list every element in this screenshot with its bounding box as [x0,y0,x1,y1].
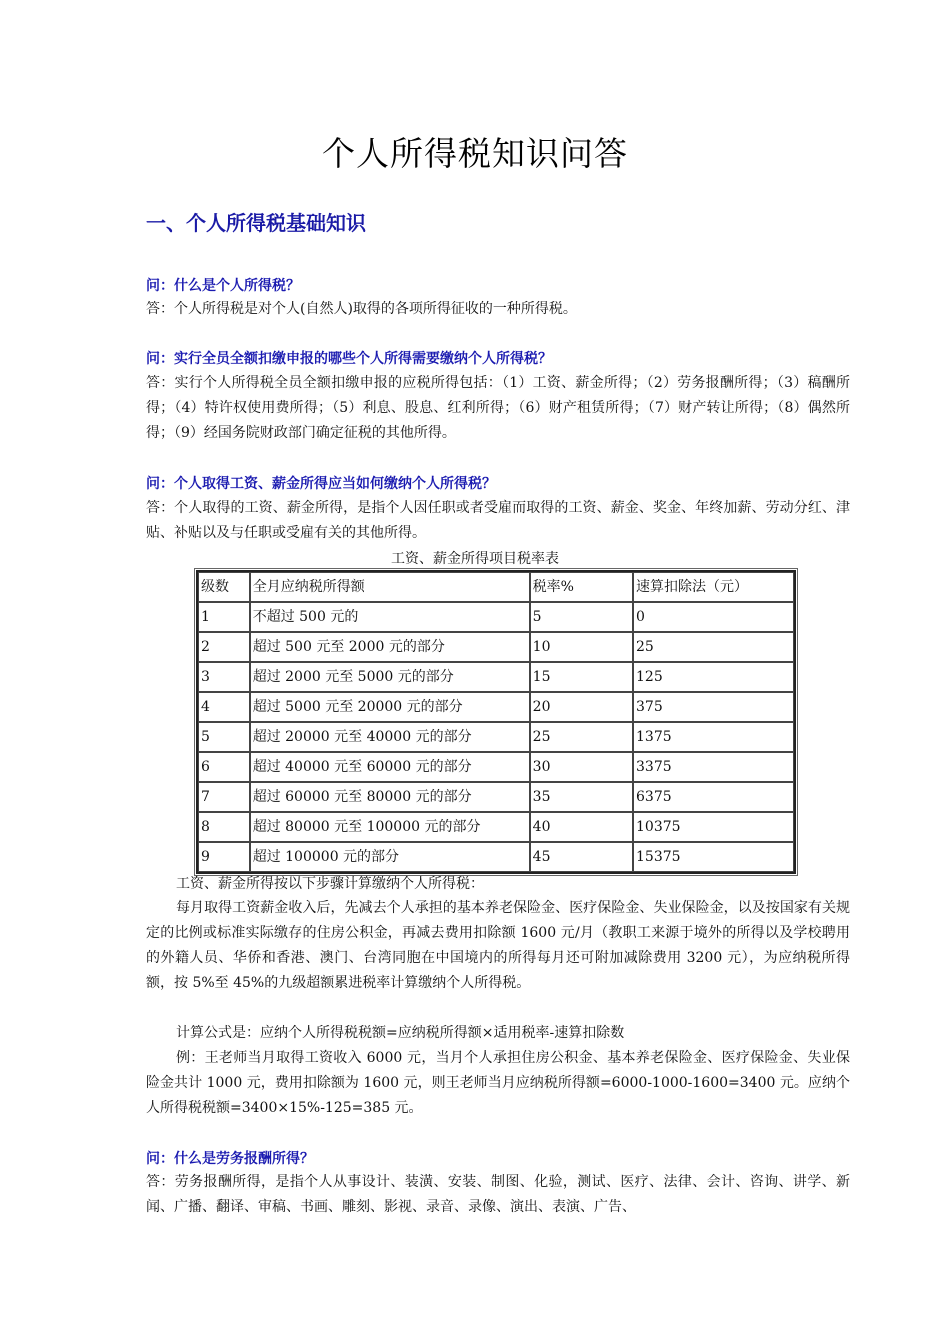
cell-rate: 30 [530,752,633,782]
answer-2: 答：实行个人所得税全员全额扣缴申报的应税所得包括：（1）工资、薪金所得；（2）劳务报酬所得；（3）稿酬所得；（4）特许权使用费所得；（5）利息、股息、红利所得；（6）财产租赁所得；（7）财产转让所得；（8）偶然所得；（9）经国务院财政部门确定征税的其他所得。 [146,375,850,441]
cell-level: 4 [198,692,250,722]
cell-rate: 5 [530,602,633,632]
cell-level: 5 [198,722,250,752]
cell-income: 不超过 500 元的 [250,602,530,632]
cell-level: 2 [198,632,250,662]
cell-income: 超过 100000 元的部分 [250,842,530,872]
cell-deduction: 25 [633,632,794,662]
table-caption: 工资、薪金所得项目税率表 [391,551,559,567]
answer-4: 答：劳务报酬所得，是指个人从事设计、装潢、安装、制图、化验，测试、医疗、法律、会计、咨询、讲学、新闻、广播、翻译、审稿、书画、雕刻、影视、录音、录像、演出、表演、广告、 [146,1174,850,1215]
cell-income: 超过 40000 元至 60000 元的部分 [250,752,530,782]
table-row [198,632,794,662]
steps-intro: 工资、薪金所得按以下步骤计算缴纳个人所得税： [176,876,484,892]
formula: 计算公式是：应纳个人所得税税额=应纳税所得额×适用税率-速算扣除数 [176,1025,625,1041]
cell-rate: 40 [530,812,633,842]
question-3: 问：个人取得工资、薪金所得应当如何缴纳个人所得税？ [146,476,496,492]
header-rate: 税率% [530,572,633,602]
cell-level: 7 [198,782,250,812]
cell-rate: 25 [530,722,633,752]
steps-body: 每月取得工资薪金收入后，先减去个人承担的基本养老保险金、医疗保险金、失业保险金，以及按国家有关规定的比例或标准实际缴存的住房公积金，再减去费用扣除额 1600 元/月（教职工来源于境外的所得以及学校聘用的外籍人员、华侨和香港、澳门、台湾同胞在中国境内的所得每月还可附加减除费用 3200 元），为应纳税所得额，按 5%至 45%的九级超额累进税率计算缴纳个人所得税。 [146,900,850,991]
header-taxable-income: 全月应纳税所得额 [250,572,530,602]
cell-rate: 45 [530,842,633,872]
cell-rate: 35 [530,782,633,812]
section-heading: 一、个人所得税基础知识 [146,211,366,235]
cell-income: 超过 20000 元至 40000 元的部分 [250,722,530,752]
header-deduction: 速算扣除法（元） [633,572,794,602]
table-row [198,842,794,872]
cell-deduction: 3375 [633,752,794,782]
cell-deduction: 0 [633,602,794,632]
document-title: 个人所得税知识问答 [322,134,628,173]
cell-level: 6 [198,752,250,782]
cell-deduction: 375 [633,692,794,722]
table-row [198,662,794,692]
cell-income: 超过 2000 元至 5000 元的部分 [250,662,530,692]
example: 例：王老师当月取得工资收入 6000 元，当月个人承担住房公积金、基本养老保险金、医疗保险金、失业保险金共计 1000 元，费用扣除额为 1600 元，则王老师当月应纳税所得额=6000-1000-1600=3400 元。应纳个人所得税税额=3400×15%-125=385 元。 [146,1050,850,1116]
table-row [198,602,794,632]
header-level: 级数 [198,572,250,602]
cell-level: 9 [198,842,250,872]
table-row [198,692,794,722]
cell-level: 3 [198,662,250,692]
cell-deduction: 6375 [633,782,794,812]
table-row [198,782,794,812]
answer-1: 答：个人所得税是对个人(自然人)取得的各项所得征收的一种所得税。 [146,301,577,317]
cell-rate: 20 [530,692,633,722]
cell-income: 超过 60000 元至 80000 元的部分 [250,782,530,812]
cell-rate: 15 [530,662,633,692]
cell-level: 1 [198,602,250,632]
cell-deduction: 1375 [633,722,794,752]
table-row [198,752,794,782]
table-row [198,812,794,842]
answer-3: 答：个人取得的工资、薪金所得，是指个人因任职或者受雇而取得的工资、薪金、奖金、年终加薪、劳动分红、津贴、补贴以及与任职或受雇有关的其他所得。 [146,500,850,541]
question-2: 问：实行全员全额扣缴申报的哪些个人所得需要缴纳个人所得税？ [146,351,552,367]
cell-level: 8 [198,812,250,842]
tax-rate-table [196,570,796,874]
cell-deduction: 15375 [633,842,794,872]
cell-rate: 10 [530,632,633,662]
question-4: 问：什么是劳务报酬所得？ [146,1151,314,1167]
question-1: 问：什么是个人所得税？ [146,278,300,294]
table-header-row [198,572,794,602]
cell-income: 超过 5000 元至 20000 元的部分 [250,692,530,722]
table-row [198,722,794,752]
cell-income: 超过 80000 元至 100000 元的部分 [250,812,530,842]
cell-income: 超过 500 元至 2000 元的部分 [250,632,530,662]
cell-deduction: 10375 [633,812,794,842]
cell-deduction: 125 [633,662,794,692]
